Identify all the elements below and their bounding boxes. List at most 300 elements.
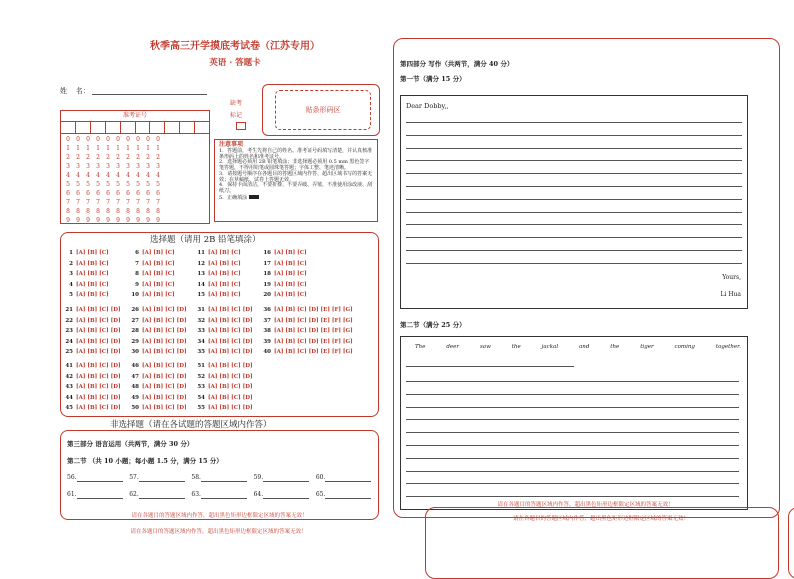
ticket-digit-bubble[interactable]: 9	[96, 217, 100, 224]
answer-options[interactable]: [A] [B] [C] [D]	[76, 307, 121, 313]
ticket-digit-bubble[interactable]: 4	[96, 172, 100, 179]
answer-row[interactable]	[194, 307, 253, 313]
answer-options[interactable]: [A] [B] [C] [D]	[76, 349, 121, 355]
question-number: 13	[197, 271, 205, 277]
answer-row[interactable]	[128, 339, 187, 345]
answer-options[interactable]: [A] [B] [C]	[76, 281, 109, 288]
ticket-digit-bubble[interactable]: 5	[96, 181, 100, 188]
question-number: 35	[197, 349, 205, 355]
answer-row[interactable]	[194, 292, 241, 298]
answer-options[interactable]: [A] [B] [C] [D]	[208, 307, 253, 313]
ticket-digit-bubble[interactable]: 4	[86, 172, 90, 179]
ticket-digit-bubble[interactable]: 2	[156, 154, 160, 161]
blank-line[interactable]	[139, 491, 185, 499]
question-number: 21	[65, 307, 73, 313]
ticket-digit-bubble[interactable]: 5	[106, 181, 110, 188]
ticket-digit-bubble[interactable]: 1	[116, 145, 120, 152]
ticket-digit-bubble[interactable]: 4	[156, 172, 160, 179]
answer-options[interactable]: [A] [B] [C]	[274, 281, 307, 288]
answer-row[interactable]	[128, 405, 187, 411]
ticket-digit-bubble[interactable]: 9	[76, 217, 80, 224]
writing-line[interactable]	[406, 148, 742, 149]
question-number: 46	[131, 363, 139, 369]
fill-blank[interactable]	[254, 491, 310, 499]
ticket-digit-bubble[interactable]: 5	[136, 181, 140, 188]
ticket-digit-bubble[interactable]: 4	[66, 172, 70, 179]
ticket-digit-bubble[interactable]: 8	[146, 208, 150, 215]
answer-options[interactable]: [A] [B] [C]	[142, 250, 175, 256]
answer-options[interactable]: [A] [B] [C] [D]	[76, 317, 121, 324]
ticket-digit-bubble[interactable]: 7	[146, 199, 150, 206]
writing-line[interactable]	[406, 122, 742, 123]
writing-line[interactable]	[406, 381, 739, 382]
answer-options[interactable]: [A] [B] [C]	[142, 281, 175, 288]
answer-row[interactable]	[128, 282, 175, 288]
answer-row[interactable]	[62, 261, 109, 267]
ticket-digit-bubble[interactable]: 1	[136, 145, 140, 152]
question-number: 34	[197, 338, 205, 345]
fill-blank[interactable]	[129, 491, 185, 499]
answer-options[interactable]: [A] [B] [C] [D]	[208, 405, 253, 411]
blank-number: 56.	[67, 474, 77, 482]
writing-line[interactable]	[406, 160, 742, 161]
answer-options[interactable]: [A] [B] [C] [D]	[208, 384, 253, 390]
ticket-digit-bubble[interactable]: 0	[106, 136, 110, 143]
answer-options[interactable]: [A] [B] [C] [D]	[208, 349, 253, 355]
story-word: tiger	[640, 344, 654, 350]
answer-row[interactable]	[260, 271, 307, 277]
answer-row[interactable]	[260, 261, 307, 267]
answer-options[interactable]: [A] [B] [C] [D]	[142, 349, 187, 355]
ticket-digit-bubble[interactable]: 7	[106, 199, 110, 206]
fill-blank[interactable]	[316, 474, 372, 482]
ticket-digit-bubble[interactable]: 9	[146, 217, 150, 224]
answer-options[interactable]: [A] [B] [C] [D]	[142, 394, 187, 401]
writing-line[interactable]	[406, 407, 739, 408]
answer-row[interactable]	[128, 395, 187, 401]
warning-text-left: 请在各题目的答题区域内作答，超出黑色矩形边框限定区域的答案无效！	[131, 513, 308, 519]
story-word: the	[610, 344, 620, 350]
answer-row[interactable]	[62, 292, 109, 298]
answer-row[interactable]	[194, 282, 241, 288]
ticket-digit-bubble[interactable]: 1	[146, 145, 150, 152]
answer-row[interactable]	[62, 405, 121, 411]
answer-options[interactable]: [A] [B] [C] [D] [E] [F] [G]	[274, 328, 353, 334]
answer-options[interactable]: [A] [B] [C]	[274, 271, 307, 277]
answer-options[interactable]: [A] [B] [C]	[208, 292, 241, 298]
ticket-digit-bubble[interactable]: 9	[156, 217, 160, 224]
nonchoice-section	[60, 430, 379, 520]
answer-row[interactable]	[128, 384, 187, 390]
answer-options[interactable]: [A] [B] [C]	[208, 281, 241, 288]
answer-row[interactable]	[128, 328, 187, 334]
answer-options[interactable]: [A] [B] [C] [D]	[142, 363, 187, 369]
writing-line[interactable]	[406, 366, 574, 367]
answer-options[interactable]: [A] [B] [C] [D]	[208, 394, 253, 401]
writing-line[interactable]	[406, 212, 742, 213]
answer-row[interactable]	[260, 282, 307, 288]
answer-row[interactable]	[260, 307, 353, 313]
writing-line[interactable]	[406, 173, 742, 174]
ticket-digit-bubble[interactable]: 1	[156, 145, 160, 152]
question-number: 4	[69, 281, 73, 288]
blank-number: 59.	[253, 474, 264, 482]
writing-line[interactable]	[406, 199, 742, 200]
answer-options[interactable]: [A] [B] [C]	[274, 260, 307, 267]
ticket-digit-bubble[interactable]: 9	[136, 217, 140, 224]
answer-options[interactable]: [A] [B] [C] [D]	[76, 338, 121, 345]
answer-row[interactable]	[62, 384, 121, 390]
ticket-digit-bubble[interactable]: 8	[106, 208, 110, 215]
blank-number: 65.	[315, 491, 326, 499]
answer-options[interactable]: [A] [B] [C]	[142, 292, 175, 298]
ticket-digit-bubble[interactable]: 5	[146, 181, 150, 188]
answer-options[interactable]: [A] [B] [C]	[76, 271, 109, 277]
answer-row[interactable]	[128, 261, 175, 267]
ticket-digit-bubble[interactable]: 8	[96, 208, 100, 215]
answer-options[interactable]: [A] [B] [C] [D] [E] [F] [G]	[274, 317, 353, 324]
letter-closing-name: Li Hua	[720, 291, 741, 298]
ticket-digit-bubble[interactable]: 9	[106, 217, 110, 224]
ticket-digit-bubble[interactable]: 0	[116, 136, 120, 143]
ticket-digit-bubble[interactable]: 6	[96, 190, 100, 197]
ticket-digit-bubble[interactable]: 2	[96, 154, 100, 161]
ticket-digit-bubble[interactable]: 7	[136, 199, 140, 206]
question-number: 17	[263, 260, 271, 267]
fill-blank[interactable]	[316, 491, 372, 499]
writing-line[interactable]	[406, 471, 739, 472]
writing-line[interactable]	[406, 483, 739, 484]
ticket-digit-bubble[interactable]: 4	[76, 172, 80, 179]
answer-row[interactable]	[194, 339, 253, 345]
answer-row[interactable]	[62, 363, 121, 369]
ticket-digit-bubble[interactable]: 5	[126, 181, 130, 188]
ticket-digit-bubble[interactable]: 1	[96, 145, 100, 152]
ticket-digit-bubble[interactable]: 6	[146, 190, 150, 197]
ticket-digit-bubble[interactable]: 2	[106, 154, 110, 161]
answer-row[interactable]	[128, 349, 187, 355]
answer-options[interactable]: [A] [B] [C] [D]	[142, 328, 187, 334]
blank-line[interactable]	[201, 474, 247, 482]
ticket-digit-bubble[interactable]: 4	[146, 172, 150, 179]
answer-options[interactable]: [A] [B] [C] [D]	[208, 363, 253, 369]
answer-row[interactable]	[128, 307, 187, 313]
ticket-digit-bubble[interactable]: 3	[96, 163, 100, 170]
ticket-digit-bubble[interactable]: 8	[156, 208, 160, 215]
ticket-digit-bubble[interactable]: 7	[86, 199, 90, 206]
question-number: 29	[131, 338, 139, 345]
ticket-digit-bubble[interactable]: 9	[116, 217, 120, 224]
answer-options[interactable]: [A] [B] [C]	[76, 250, 109, 256]
ticket-digit-bubble[interactable]: 6	[66, 190, 70, 197]
answer-options[interactable]: [A] [B] [C]	[274, 292, 307, 298]
ticket-digit-bubble[interactable]: 8	[66, 208, 70, 215]
ticket-digit-bubble[interactable]: 0	[156, 136, 160, 143]
answer-options[interactable]: [A] [B] [C]	[208, 271, 241, 277]
writing-line[interactable]	[406, 186, 742, 187]
ticket-digit-bubble[interactable]: 6	[156, 190, 160, 197]
writing-line[interactable]	[406, 419, 739, 420]
blank-line[interactable]	[139, 474, 185, 482]
ticket-digit-bubble[interactable]: 3	[146, 163, 150, 170]
question-number: 31	[197, 307, 205, 313]
blank-number: 62.	[129, 491, 139, 499]
ticket-digit-bubble[interactable]: 3	[126, 163, 130, 170]
answer-row[interactable]	[194, 363, 253, 369]
ticket-digit-bubble[interactable]: 7	[66, 199, 70, 206]
ticket-digit-bubble[interactable]: 4	[126, 172, 130, 179]
answer-options[interactable]: [A] [B] [C] [D]	[76, 394, 121, 401]
story-word: jackal	[541, 344, 559, 350]
answer-row[interactable]	[260, 349, 353, 355]
question-number: 3	[69, 271, 73, 277]
ticket-digit-bubble[interactable]: 5	[66, 181, 70, 188]
question-number: 10	[131, 292, 139, 298]
ticket-digit-bubble[interactable]: 0	[96, 136, 100, 143]
answer-options[interactable]: [A] [B] [C]	[274, 250, 307, 256]
answer-options[interactable]: [A] [B] [C] [D]	[76, 328, 121, 334]
blank-line[interactable]	[325, 491, 371, 499]
ticket-digit-bubble[interactable]: 7	[116, 199, 120, 206]
ticket-digit-bubble[interactable]: 8	[116, 208, 120, 215]
answer-row[interactable]	[194, 395, 253, 401]
page-subtitle: 英语 · 答题卡	[209, 58, 261, 68]
letter-box[interactable]	[400, 95, 748, 309]
ticket-digit-bubble[interactable]: 6	[106, 190, 110, 197]
ticket-digit-bubble[interactable]: 1	[76, 145, 80, 152]
ticket-digit-bubble[interactable]: 2	[66, 154, 70, 161]
question-number: 22	[65, 317, 73, 324]
answer-row[interactable]	[62, 282, 109, 288]
ticket-label: 准考证号	[61, 111, 209, 122]
ticket-digit-bubble[interactable]: 7	[126, 199, 130, 206]
ticket-digit-bubble[interactable]: 6	[76, 190, 80, 197]
ticket-digit-bubble[interactable]: 1	[66, 145, 70, 152]
ticket-digit-bubble[interactable]: 9	[126, 217, 130, 224]
answer-row[interactable]	[62, 349, 121, 355]
question-number: 36	[263, 307, 271, 313]
question-number: 53	[197, 384, 205, 390]
answer-row[interactable]	[62, 250, 109, 256]
writing-line[interactable]	[406, 394, 739, 395]
writing-line[interactable]	[406, 496, 739, 497]
writing-line[interactable]	[406, 250, 742, 251]
fill-blank[interactable]	[191, 491, 247, 499]
ticket-digit-bubble[interactable]: 6	[116, 190, 120, 197]
ticket-digit-bubble[interactable]: 4	[136, 172, 140, 179]
answer-row[interactable]	[194, 328, 253, 334]
question-number: 38	[263, 328, 271, 334]
answer-row[interactable]	[260, 250, 307, 256]
writing-line[interactable]	[406, 263, 742, 264]
answer-row[interactable]	[128, 318, 187, 324]
answer-options[interactable]: [A] [B] [C] [D]	[208, 328, 253, 334]
ticket-digit-bubble[interactable]: 0	[66, 136, 70, 143]
ticket-digit-bubble[interactable]: 8	[126, 208, 130, 215]
blank-line[interactable]	[77, 491, 123, 499]
ticket-digit-bubble[interactable]: 2	[126, 154, 130, 161]
blank-line[interactable]	[325, 474, 371, 482]
answer-row[interactable]	[62, 339, 121, 345]
ticket-digit-bubble[interactable]: 1	[106, 145, 110, 152]
ticket-number-box	[60, 110, 210, 224]
answer-row[interactable]	[128, 271, 175, 277]
ticket-digit-bubble[interactable]: 3	[106, 163, 110, 170]
ticket-digit-bubble[interactable]: 0	[126, 136, 130, 143]
answer-options[interactable]: [A] [B] [C] [D]	[142, 405, 187, 411]
answer-row[interactable]	[62, 374, 121, 380]
answer-options[interactable]: [A] [B] [C] [D] [E] [F] [G]	[274, 307, 353, 313]
ticket-digit-bubble[interactable]: 3	[116, 163, 120, 170]
answer-options[interactable]: [A] [B] [C]	[208, 260, 241, 267]
writing-line[interactable]	[406, 458, 739, 459]
fill-blank[interactable]	[67, 491, 123, 499]
name-field[interactable]	[92, 94, 207, 95]
answer-row[interactable]	[260, 339, 353, 345]
question-number: 52	[197, 373, 205, 380]
ticket-digit-grid[interactable]	[63, 135, 163, 225]
question-number: 11	[197, 250, 205, 256]
answer-options[interactable]: [A] [B] [C] [D]	[208, 317, 253, 324]
continuation-box[interactable]	[400, 336, 748, 510]
answer-options[interactable]: [A] [B] [C] [D] [E] [F] [G]	[274, 338, 353, 345]
ticket-digit-bubble[interactable]: 8	[76, 208, 80, 215]
ticket-digit-bubble[interactable]: 5	[86, 181, 90, 188]
answer-options[interactable]: [A] [B] [C]	[76, 292, 109, 298]
ticket-digit-bubble[interactable]: 3	[86, 163, 90, 170]
answer-row[interactable]	[260, 328, 353, 334]
question-number: 20	[263, 292, 271, 298]
fill-blank[interactable]	[129, 474, 185, 482]
ticket-digit-bubble[interactable]: 2	[86, 154, 90, 161]
ticket-digit-bubble[interactable]: 3	[156, 163, 160, 170]
ticket-digit-bubble[interactable]: 7	[96, 199, 100, 206]
ticket-digit-bubble[interactable]: 4	[106, 172, 110, 179]
ticket-digit-bubble[interactable]: 5	[116, 181, 120, 188]
blank-line[interactable]	[77, 474, 123, 482]
answer-options[interactable]: [A] [B] [C]	[76, 260, 109, 267]
answer-options[interactable]: [A] [B] [C] [D]	[208, 338, 253, 345]
answer-options[interactable]: [A] [B] [C] [D]	[76, 405, 121, 411]
answer-row[interactable]	[62, 395, 121, 401]
answer-row[interactable]	[128, 363, 187, 369]
answer-row[interactable]	[194, 250, 241, 256]
answer-options[interactable]: [A] [B] [C] [D]	[208, 373, 253, 380]
ticket-digit-bubble[interactable]: 4	[116, 172, 120, 179]
story-opening	[415, 344, 741, 350]
ticket-digit-bubble[interactable]: 5	[76, 181, 80, 188]
answer-options[interactable]: [A] [B] [C] [D]	[142, 384, 187, 390]
answer-options[interactable]: [A] [B] [C]	[142, 260, 175, 267]
ticket-digit-bubble[interactable]: 3	[76, 163, 80, 170]
writing-line[interactable]	[406, 135, 742, 136]
ticket-digit-bubble[interactable]: 0	[136, 136, 140, 143]
ticket-digit-bubble[interactable]: 1	[86, 145, 90, 152]
ticket-digit-bubble[interactable]: 6	[126, 190, 130, 197]
ticket-digit-bubble[interactable]: 3	[136, 163, 140, 170]
ticket-digit-bubble[interactable]: 6	[136, 190, 140, 197]
writing-line[interactable]	[406, 237, 742, 238]
answer-row[interactable]	[128, 292, 175, 298]
answer-row[interactable]	[194, 261, 241, 267]
answer-row[interactable]	[194, 405, 253, 411]
answer-row[interactable]	[62, 318, 121, 324]
question-number: 48	[131, 384, 139, 390]
answer-row[interactable]	[194, 318, 253, 324]
ticket-digit-bubble[interactable]: 2	[146, 154, 150, 161]
answer-row[interactable]	[260, 292, 307, 298]
ticket-digit-bubble[interactable]: 9	[66, 217, 70, 224]
blank-line[interactable]	[263, 491, 309, 499]
writing-line[interactable]	[406, 224, 742, 225]
ticket-digit-bubble[interactable]: 7	[76, 199, 80, 206]
ticket-digit-bubble[interactable]: 8	[136, 208, 140, 215]
answer-options[interactable]: [A] [B] [C] [D]	[76, 373, 121, 380]
story-word: The	[415, 344, 426, 350]
fill-blank[interactable]	[67, 474, 123, 482]
ticket-digit-bubble[interactable]: 8	[86, 208, 90, 215]
ticket-digit-bubble[interactable]: 0	[86, 136, 90, 143]
ticket-digit-bubble[interactable]: 0	[76, 136, 80, 143]
answer-options[interactable]: [A] [B] [C]	[142, 271, 175, 277]
answer-row[interactable]	[194, 349, 253, 355]
answer-options[interactable]: [A] [B] [C] [D]	[142, 373, 187, 380]
answer-row[interactable]	[194, 374, 253, 380]
answer-row[interactable]	[194, 271, 241, 277]
ticket-digit-bubble[interactable]: 9	[86, 217, 90, 224]
answer-options[interactable]: [A] [B] [C] [D]	[76, 384, 121, 390]
question-number: 33	[197, 328, 205, 334]
page-title: 秋季高三开学摸底考试卷（江苏专用）	[150, 41, 320, 52]
writing-line[interactable]	[406, 445, 739, 446]
question-number: 45	[65, 405, 73, 411]
ticket-digit-bubble[interactable]: 6	[86, 190, 90, 197]
answer-row[interactable]	[62, 271, 109, 277]
ticket-digit-bubble[interactable]: 0	[146, 136, 150, 143]
blank-line[interactable]	[201, 491, 247, 499]
answer-row[interactable]	[128, 250, 175, 256]
answer-row[interactable]	[260, 318, 353, 324]
answer-options[interactable]: [A] [B] [C]	[208, 250, 241, 256]
answer-row[interactable]	[62, 307, 121, 313]
writing-line[interactable]	[406, 432, 739, 433]
answer-row[interactable]	[62, 328, 121, 334]
answer-options[interactable]: [A] [B] [C] [D]	[142, 317, 187, 324]
fill-blank[interactable]	[191, 474, 247, 482]
answer-options[interactable]: [A] [B] [C] [D]	[142, 338, 187, 345]
absent-mark-box[interactable]	[236, 122, 246, 130]
answer-row[interactable]	[194, 384, 253, 390]
part3-heading: 第三部分 语言运用（共两节，满分 30 分）	[67, 440, 194, 448]
ticket-digit-bubble[interactable]: 2	[76, 154, 80, 161]
ticket-digit-bubble[interactable]: 3	[66, 163, 70, 170]
answer-row[interactable]	[128, 374, 187, 380]
ticket-digit-bubble[interactable]: 1	[126, 145, 130, 152]
story-word: deer	[446, 344, 460, 350]
ticket-digit-bubble[interactable]: 2	[136, 154, 140, 161]
fill-blank[interactable]	[254, 474, 310, 482]
answer-options[interactable]: [A] [B] [C] [D] [E] [F] [G]	[274, 349, 353, 355]
ticket-digit-bubble[interactable]: 5	[156, 181, 160, 188]
question-number: 54	[197, 394, 205, 401]
ticket-digit-bubble[interactable]: 2	[116, 154, 120, 161]
answer-options[interactable]: [A] [B] [C] [D]	[76, 363, 121, 369]
question-number: 28	[131, 328, 139, 334]
answer-options[interactable]: [A] [B] [C] [D]	[142, 307, 187, 313]
blank-line[interactable]	[263, 474, 309, 482]
question-number: 24	[65, 338, 73, 345]
ticket-digit-bubble[interactable]: 7	[156, 199, 160, 206]
